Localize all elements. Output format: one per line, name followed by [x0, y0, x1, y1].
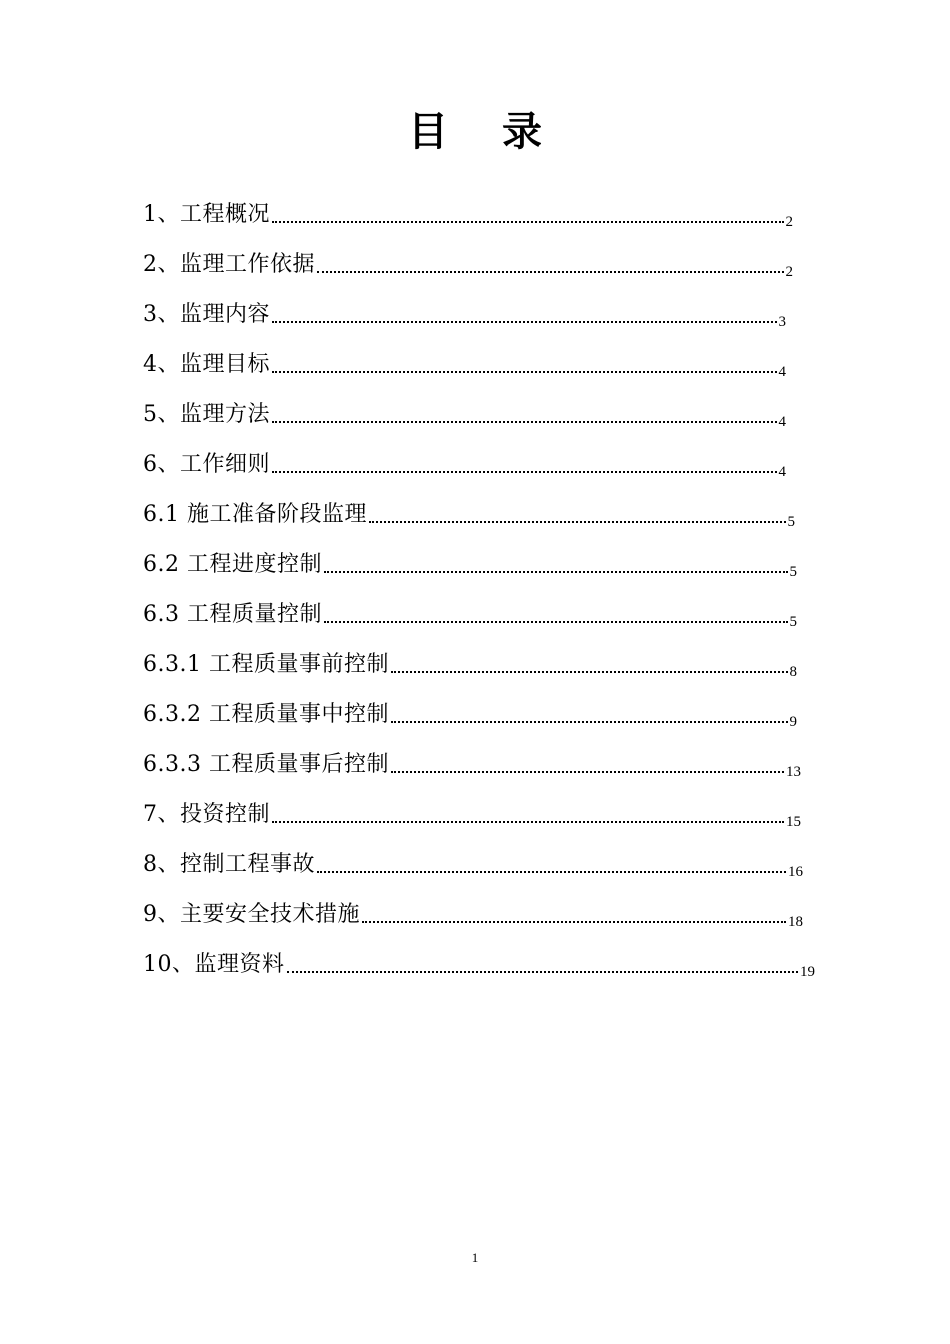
toc-leader-dots [362, 921, 786, 923]
toc-entry-page: 4 [778, 464, 786, 480]
toc-entry[interactable] [143, 190, 793, 230]
toc-entry-page: 16 [788, 864, 803, 880]
toc-entry[interactable] [143, 640, 797, 680]
toc-title: 目 录 [408, 109, 562, 155]
toc-entry-page: 4 [778, 364, 786, 380]
toc-entry-page: 3 [778, 314, 786, 330]
toc-entry-label: 3、监理内容 [143, 302, 270, 327]
toc-entry[interactable] [143, 590, 797, 630]
toc-leader-dots [287, 971, 799, 973]
toc-leader-dots [272, 321, 777, 323]
toc-entry-page: 5 [787, 514, 795, 530]
toc-entry-label: 6.2 工程进度控制 [143, 552, 322, 577]
toc-entry-label: 6、工作细则 [143, 452, 270, 477]
toc-entry[interactable] [143, 840, 803, 880]
page-number: 1 [471, 1250, 479, 1265]
toc-leader-dots [391, 771, 784, 773]
toc-leader-dots [272, 221, 784, 223]
toc-entry-label: 1、工程概况 [143, 202, 270, 227]
toc-leader-dots [317, 871, 786, 873]
toc-entry-page: 18 [788, 914, 803, 930]
toc-entry-page: 19 [800, 964, 815, 980]
toc-entry[interactable] [143, 440, 786, 480]
toc-entry-page: 5 [789, 614, 797, 630]
toc-entry-label: 8、控制工程事故 [143, 852, 315, 877]
toc-entry-label: 7、投资控制 [143, 802, 270, 827]
toc-entry[interactable] [143, 790, 801, 830]
toc-entry-label: 6.3.3 工程质量事后控制 [143, 752, 389, 777]
toc-entry-label: 10、监理资料 [143, 952, 285, 977]
toc-leader-dots [369, 521, 786, 523]
toc-entry-page: 5 [789, 564, 797, 580]
toc-entry-page: 2 [785, 264, 793, 280]
toc-entry-page: 4 [778, 414, 786, 430]
toc-entry-page: 15 [786, 814, 801, 830]
toc-leader-dots [272, 421, 777, 423]
toc-entry[interactable] [143, 940, 815, 980]
toc-leader-dots [317, 271, 784, 273]
toc-entry[interactable] [143, 740, 801, 780]
toc-entry-label: 5、监理方法 [143, 402, 270, 427]
toc-leader-dots [272, 371, 777, 373]
toc-leader-dots [324, 621, 788, 623]
toc-entry[interactable] [143, 340, 786, 380]
toc-leader-dots [391, 671, 788, 673]
toc-leader-dots [272, 471, 777, 473]
toc-leader-dots [272, 821, 784, 823]
toc-entry-page: 2 [785, 214, 793, 230]
toc-entry-label: 6.1 施工准备阶段监理 [143, 502, 367, 527]
toc-leader-dots [324, 571, 788, 573]
toc-entry[interactable] [143, 690, 797, 730]
toc-entry-label: 6.3.1 工程质量事前控制 [143, 652, 389, 677]
toc-entry[interactable] [143, 890, 803, 930]
toc-entry[interactable] [143, 290, 786, 330]
toc-entry-label: 2、监理工作依据 [143, 252, 315, 277]
toc-entry[interactable] [143, 240, 793, 280]
toc-entry-label: 9、主要安全技术措施 [143, 902, 360, 927]
toc-leader-dots [391, 721, 788, 723]
toc-entry-page: 8 [789, 664, 797, 680]
toc-entry-label: 4、监理目标 [143, 352, 270, 377]
toc-entry-page: 13 [786, 764, 801, 780]
toc-entry[interactable] [143, 490, 795, 530]
toc-entry[interactable] [143, 540, 797, 580]
toc-entry[interactable] [143, 390, 786, 430]
toc-entry-page: 9 [789, 714, 797, 730]
toc-entry-label: 6.3.2 工程质量事中控制 [143, 702, 389, 727]
toc-entry-label: 6.3 工程质量控制 [143, 602, 322, 627]
